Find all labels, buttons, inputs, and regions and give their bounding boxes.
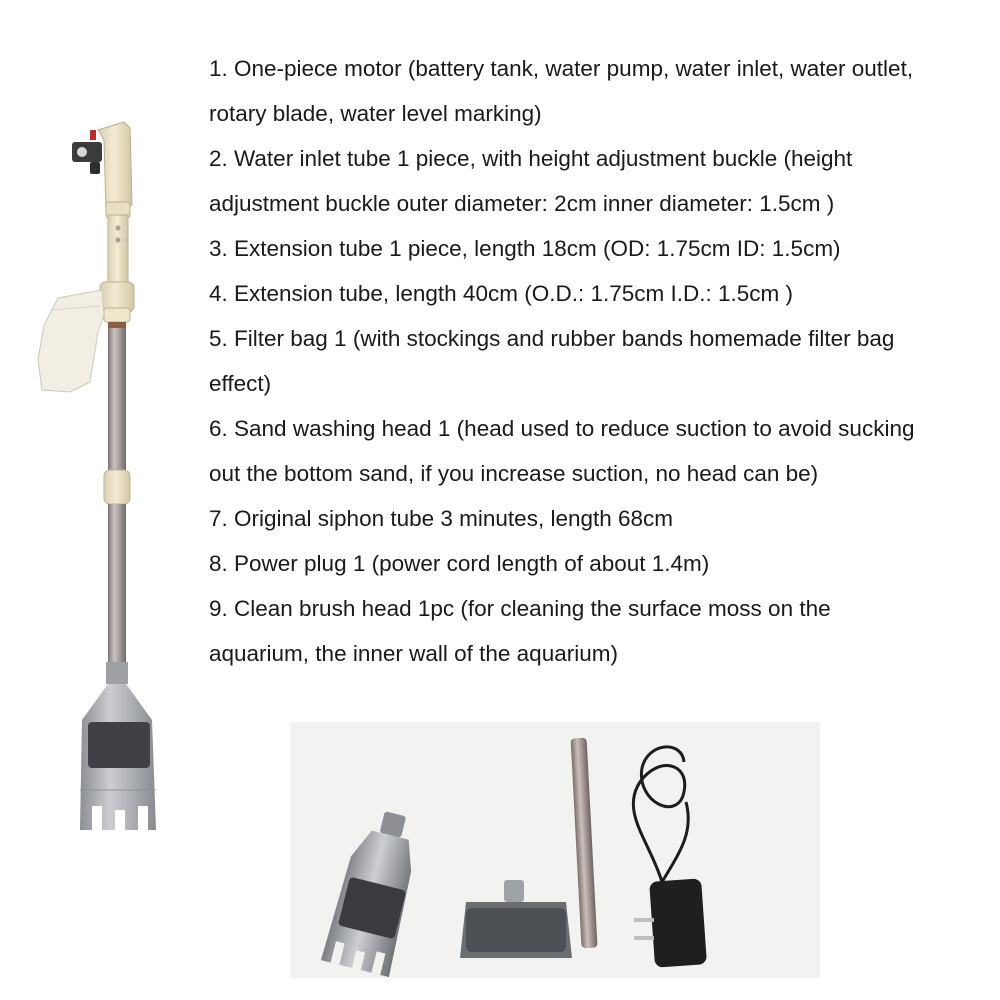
specification-list	[209, 46, 929, 676]
assembled-cleaner-illustration	[20, 110, 190, 850]
spec-item: 3. Extension tube 1 piece, length 18cm (OD: 1.75cm ID: 1.5cm)	[209, 236, 841, 261]
spec-item: 9. Clean brush head 1pc (for cleaning the surface moss on the aquarium, the inner wall of the aquarium)	[209, 596, 831, 666]
spec-item: 6. Sand washing head 1 (head used to reduce suction to avoid sucking out the bottom sand, if you increase suction, no head can be)	[209, 416, 915, 486]
accessories-photo	[290, 722, 820, 978]
extension-tube	[104, 322, 130, 664]
spec-item: 2. Water inlet tube 1 piece, with height adjustment buckle (height adjustment buckle outer diameter: 2cm inner diameter: 1.5cm )	[209, 146, 853, 216]
spec-item: 4. Extension tube, length 40cm (O.D.: 1.75cm I.D.: 1.5cm )	[209, 281, 794, 306]
spec-item: 8. Power plug 1 (power cord length of about 1.4m)	[209, 551, 710, 576]
motor-unit	[72, 122, 132, 218]
spec-item: 7. Original siphon tube 3 minutes, length 68cm	[209, 506, 674, 531]
water-inlet-tube	[100, 215, 134, 322]
spec-item: 1. One-piece motor (battery tank, water pump, water inlet, water outlet, rotary blade, water level marking)	[209, 56, 914, 126]
spec-item: 5. Filter bag 1 (with stockings and rubber bands homemade filter bag effect)	[209, 326, 895, 396]
sand-washing-head	[80, 662, 156, 830]
filter-bag	[38, 290, 104, 392]
